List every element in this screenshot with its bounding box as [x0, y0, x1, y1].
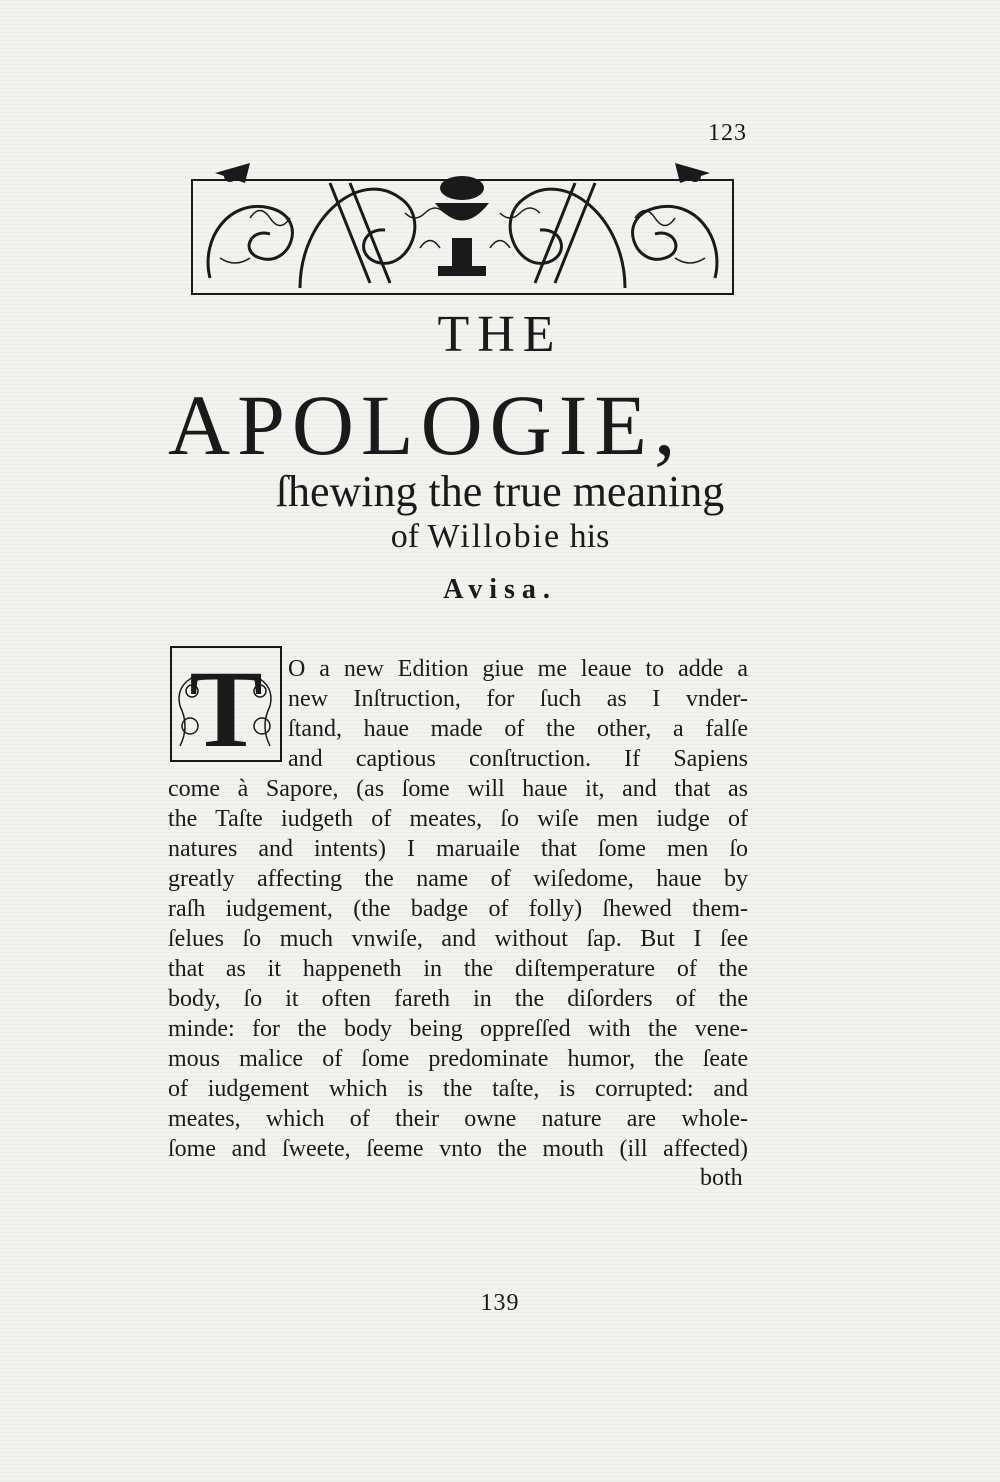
- body-line-4: and captious conſtruction. If Sapiens: [288, 746, 748, 772]
- body-line-13: minde: for the body being oppreſſed with the vene-: [168, 1016, 748, 1042]
- subtitle-line-2: [0, 518, 1000, 556]
- catchword: both: [700, 1165, 743, 1191]
- ornamental-initial-icon: [170, 646, 282, 762]
- body-line-16: meates, which of their owne nature are whole-: [168, 1106, 748, 1132]
- body-line-7: natures and intents) I maruaile that ſome men ſo: [168, 836, 748, 862]
- body-line-14: mous malice of ſome predominate humor, the ſeate: [168, 1046, 748, 1072]
- page-number-top: 123: [708, 120, 747, 146]
- body-line-17: ſome and ſweete, ſeeme vnto the mouth (ill affected): [168, 1136, 748, 1162]
- body-line-12: body, ſo it often fareth in the diſorders of the: [168, 986, 748, 1012]
- body-line-10: ſelues ſo much vnwiſe, and without ſap. But I ſee: [168, 926, 748, 952]
- body-line-15: of iudgement which is the taſte, is corrupted: and: [168, 1076, 748, 1102]
- body-line-11: that as it happeneth in the diſtemperature of the: [168, 956, 748, 982]
- body-line-6: the Taſte iudgeth of meates, ſo wiſe men iudge of: [168, 806, 748, 832]
- body-line-9: raſh iudgement, (the badge of folly) ſhewed them-: [168, 896, 748, 922]
- subtitle-of: of: [390, 518, 428, 555]
- subtitle-line-1: ſhewing the true meaning: [275, 467, 725, 516]
- body-line-8: greatly affecting the name of wiſedome, haue by: [168, 866, 748, 892]
- page-number-bottom: 139: [480, 1290, 520, 1316]
- dropcap-letter: T: [189, 648, 263, 762]
- floral-headpiece-ornament-icon: [190, 158, 735, 298]
- subtitle-willobie: Willobie: [427, 518, 562, 555]
- title-the: THE: [437, 306, 563, 363]
- title-apologie: APOLOGIE,: [168, 377, 683, 473]
- body-line-2: new Inſtruction, for ſuch as I vnder-: [288, 686, 748, 712]
- subtitle-avisa: Avisa.: [443, 574, 557, 605]
- body-line-3: ſtand, haue made of the other, a falſe: [288, 716, 748, 742]
- body-line-1: O a new Edition giue me leaue to adde a: [288, 656, 748, 682]
- body-line-5: come à Sapore, (as ſome will haue it, and that as: [168, 776, 748, 802]
- subtitle-his: his: [561, 518, 610, 555]
